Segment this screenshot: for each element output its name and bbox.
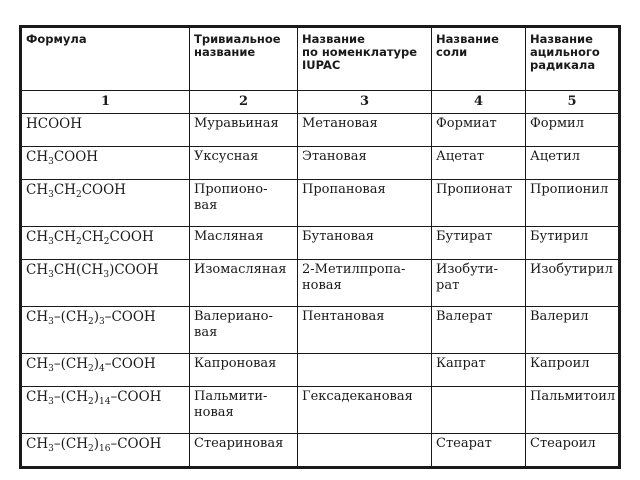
formula-cell: [22, 387, 190, 434]
table-row: [22, 434, 619, 467]
formula-part: –(CH: [53, 356, 88, 372]
formula-part: CH: [53, 182, 76, 198]
formula-part: COOH: [53, 149, 99, 165]
acyl-radical-cell: Изобутирил: [526, 260, 619, 307]
table-row: [22, 114, 619, 147]
formula-part: CH: [26, 356, 49, 372]
formula-cell: [22, 354, 190, 387]
formula-part: CH(CH: [53, 262, 104, 278]
iupac-name-cell: [298, 354, 432, 387]
formula-subscript: 4: [98, 364, 105, 374]
salt-name-cell: Ацетат: [432, 147, 526, 180]
formula-part: –(CH: [53, 309, 88, 325]
trivial-name-cell: Пропионо- вая: [190, 180, 298, 227]
trivial-name-cell: Стеариновая: [190, 434, 298, 467]
column-number-row: [22, 91, 619, 114]
formula-part: ): [93, 356, 99, 372]
acids-table-container: [19, 25, 621, 469]
formula-part: COOH: [81, 182, 126, 198]
formula-subscript: 3: [48, 237, 54, 247]
table-row: [22, 227, 619, 260]
formula-subscript: 3: [48, 190, 54, 200]
formula-subscript: 2: [87, 364, 94, 374]
formula-subscript: 2: [103, 237, 110, 247]
trivial-name-cell: Валериано- вая: [190, 307, 298, 354]
formula-subscript: 3: [98, 317, 105, 327]
salt-name-cell: Формиат: [432, 114, 526, 147]
trivial-name-cell: Уксусная: [190, 147, 298, 180]
formula-part: ): [93, 309, 99, 325]
formula-cell: [22, 147, 190, 180]
salt-name-cell: Валерат: [432, 307, 526, 354]
table-row: [22, 307, 619, 354]
column-number: 1: [22, 91, 190, 114]
header-salt-name: Название соли: [432, 28, 526, 91]
trivial-name-cell: Изомасляная: [190, 260, 298, 307]
formula-subscript: 3: [103, 270, 110, 280]
trivial-name-cell: Капроновая: [190, 354, 298, 387]
table-row: [22, 354, 619, 387]
salt-name-cell: Бутират: [432, 227, 526, 260]
acyl-radical-cell: Капроил: [526, 354, 619, 387]
iupac-name-cell: 2-Метилпропа- новая: [298, 260, 432, 307]
header-formula: Формула: [22, 28, 190, 91]
table-row: [22, 260, 619, 307]
formula-subscript: 3: [48, 444, 54, 454]
acyl-radical-cell: Формил: [526, 114, 619, 147]
formula-part: CH: [26, 436, 49, 452]
formula-subscript: 3: [48, 317, 54, 327]
formula-part: CH: [26, 262, 49, 278]
salt-name-cell: Стеарат: [432, 434, 526, 467]
formula-subscript: 2: [87, 444, 94, 454]
column-number: 3: [298, 91, 432, 114]
formula-part: CH: [26, 229, 49, 245]
salt-name-cell: Пропионат: [432, 180, 526, 227]
salt-name-cell: Изобути- рат: [432, 260, 526, 307]
formula-cell: [22, 227, 190, 260]
salt-name-cell: [432, 387, 526, 434]
formula-part: CH: [26, 389, 49, 405]
formula-part: –COOH: [104, 356, 156, 372]
formula-part: –COOH: [110, 389, 162, 405]
table-row: [22, 180, 619, 227]
iupac-name-cell: Пентановая: [298, 307, 432, 354]
header-acyl-radical: Название ацильного радикала: [526, 28, 619, 91]
formula-subscript: 3: [48, 157, 54, 167]
acyl-radical-cell: Бутирил: [526, 227, 619, 260]
formula-part: )COOH: [109, 262, 159, 278]
formula-cell: [22, 260, 190, 307]
trivial-name-cell: Муравьиная: [190, 114, 298, 147]
salt-name-cell: Капрат: [432, 354, 526, 387]
formula-subscript: 3: [48, 364, 54, 374]
acyl-radical-cell: Стеароил: [526, 434, 619, 467]
formula-cell: [22, 434, 190, 467]
formula-part: CH: [26, 182, 49, 198]
iupac-name-cell: Гексадекановая: [298, 387, 432, 434]
formula-cell: [22, 114, 190, 147]
trivial-name-cell: Пальмити- новая: [190, 387, 298, 434]
formula-subscript: 14: [98, 397, 111, 407]
carboxylic-acids-table: [21, 27, 619, 467]
formula-part: ): [93, 389, 99, 405]
table-row: [22, 147, 619, 180]
iupac-name-cell: Метановая: [298, 114, 432, 147]
formula-subscript: 2: [87, 317, 94, 327]
formula-subscript: 2: [87, 397, 94, 407]
column-number: 4: [432, 91, 526, 114]
formula-subscript: 16: [98, 444, 111, 454]
formula-part: CH: [26, 149, 49, 165]
formula-part: –(CH: [53, 389, 88, 405]
formula-part: –(CH: [53, 436, 88, 452]
formula-subscript: 3: [48, 397, 54, 407]
formula-part: COOH: [109, 229, 154, 245]
formula-cell: [22, 180, 190, 227]
header-trivial-name: Тривиальное название: [190, 28, 298, 91]
formula-subscript: 2: [75, 237, 82, 247]
column-number: 5: [526, 91, 619, 114]
iupac-name-cell: Пропановая: [298, 180, 432, 227]
formula-subscript: 2: [75, 190, 82, 200]
header-row: [22, 28, 619, 91]
iupac-name-cell: Бутановая: [298, 227, 432, 260]
formula-subscript: 3: [48, 270, 54, 280]
table-row: [22, 387, 619, 434]
iupac-name-cell: [298, 434, 432, 467]
acyl-radical-cell: Ацетил: [526, 147, 619, 180]
formula-part: –COOH: [110, 436, 162, 452]
formula-part: CH: [53, 229, 76, 245]
formula-part: ): [93, 436, 99, 452]
formula-part: –COOH: [104, 309, 156, 325]
formula-cell: [22, 307, 190, 354]
header-iupac-name: Название по номенклатуре IUPAC: [298, 28, 432, 91]
acyl-radical-cell: Пропионил: [526, 180, 619, 227]
column-number: 2: [190, 91, 298, 114]
formula-part: CH: [26, 309, 49, 325]
formula-part: HCOOH: [26, 116, 83, 132]
iupac-name-cell: Этановая: [298, 147, 432, 180]
acyl-radical-cell: Пальмитоил: [526, 387, 619, 434]
trivial-name-cell: Масляная: [190, 227, 298, 260]
formula-part: CH: [81, 229, 104, 245]
acyl-radical-cell: Валерил: [526, 307, 619, 354]
